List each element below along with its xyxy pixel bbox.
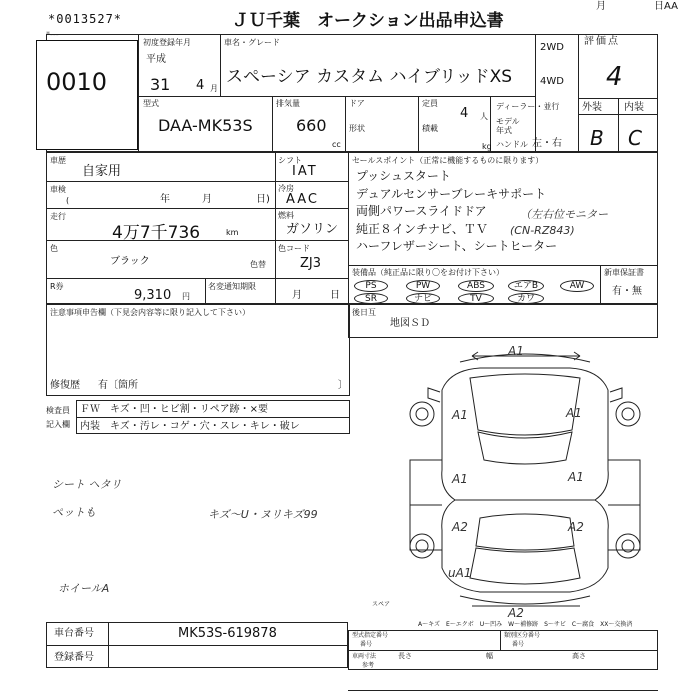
hand-note-wheel: ホイールA xyxy=(58,582,110,595)
sales-points-label: セールスポイント（正常に機能するものに限ります） xyxy=(352,156,544,165)
color-value: ブラック xyxy=(110,256,150,267)
name-change-month: 月 xyxy=(292,290,302,301)
interior-label: 内装 xyxy=(624,102,644,113)
mileage-unit: km xyxy=(226,228,239,237)
spare-label: スペア xyxy=(372,601,391,608)
exterior-label: 外装 xyxy=(582,102,602,113)
mileage-label: 走行 xyxy=(50,212,66,221)
size-label: 車両寸法 xyxy=(352,653,377,660)
color-change-label: 色替 xyxy=(250,260,266,269)
sales-point-4: 純正８インチナビ、ＴＶ xyxy=(356,221,488,236)
inspector-label-2: 記入欄 xyxy=(46,420,70,429)
history-value: 自家用 xyxy=(82,164,122,179)
hand-note-scratch: キズ〜U・ヌリキズ99 xyxy=(208,508,318,521)
load-label: 積載 xyxy=(422,124,438,133)
equip-navi: ナビ xyxy=(406,293,440,304)
name-change-label: 名変通知期限 xyxy=(208,282,256,291)
repair-value: 有〔箇所 xyxy=(98,380,138,391)
model-year-label: モデル年式 xyxy=(496,117,520,135)
damage-a2-bottom: A2 xyxy=(508,606,524,620)
size-height: 高さ xyxy=(572,652,586,660)
shape-label: 形状 xyxy=(349,124,365,133)
inspect-paren: ( xyxy=(66,196,70,205)
class-sub: 番号 xyxy=(512,641,525,648)
notes-label: 注意事項申告欄（下見会内容等に限り記入して下さい） xyxy=(50,308,250,317)
history-label: 車歴 xyxy=(50,156,66,165)
damage-a1-right-mid: A1 xyxy=(568,470,584,484)
date-day: 日AA xyxy=(654,1,678,12)
door-label: ドア xyxy=(349,99,365,108)
inspector-row1: ＦＷ キズ・凹・ヒビ割・リペア跡・×要 xyxy=(80,404,268,415)
notes-block xyxy=(46,304,350,396)
shift-value: IAT xyxy=(292,164,318,179)
damage-a1-left-front: A1 xyxy=(452,408,468,422)
size-width: 幅 xyxy=(486,652,493,660)
rear-label: 後日互 xyxy=(352,308,376,317)
shift-label: シフト xyxy=(278,156,302,165)
equipment-label: 装備品（純正品に限り〇をお付け下さい） xyxy=(352,268,504,277)
new-car-warranty-label: 新車保証書 xyxy=(604,268,644,277)
reg-era: 平成 xyxy=(146,54,166,65)
equip-ps: PS xyxy=(354,280,388,292)
damage-a2-right-rear: A2 xyxy=(568,520,584,534)
inspect-month: 月 xyxy=(202,194,212,205)
inspect-label: 車検 xyxy=(50,185,66,194)
sales-point-5: ハーフレザーシート、シートヒーター xyxy=(356,239,558,253)
equip-pw: PW xyxy=(406,280,440,292)
grade-value: 4 xyxy=(606,62,623,92)
drive-2wd: 2WD xyxy=(540,42,564,53)
drive-4wd: 4WD xyxy=(540,76,564,87)
inspect-year: 年 xyxy=(160,194,170,205)
sales-point-3: 両側パワースライドドア xyxy=(356,204,487,218)
repair-label: 修復歴 xyxy=(50,380,80,391)
lot-number: 0010 xyxy=(46,68,108,96)
inspector-label-1: 検査員 xyxy=(46,406,70,415)
ac-value: AAC xyxy=(286,192,319,207)
chassis-label: 車台番号 xyxy=(54,628,94,639)
capacity-unit: 人 xyxy=(480,112,488,121)
ac-label: 冷房 xyxy=(278,184,294,193)
type-designation-sub: 番号 xyxy=(360,641,373,648)
exterior-grade: B xyxy=(590,126,604,150)
fuel-value: ガソリン xyxy=(286,222,339,237)
chassis-number: MK53S-619878 xyxy=(178,626,277,641)
size-ref: 参考 xyxy=(362,662,375,669)
displacement: 660 xyxy=(296,116,327,135)
hand-note-pet: ペットも xyxy=(52,506,96,519)
sales-point-1: プッシュスタート xyxy=(356,169,451,183)
equip-abs: ABS xyxy=(458,280,494,292)
equip-airbag: エアB xyxy=(508,280,544,292)
model-code: DAA-MK53S xyxy=(158,116,253,135)
equip-sr: SR xyxy=(354,293,388,304)
color-code: ZJ3 xyxy=(300,256,322,271)
sales-point-hand-note-2: (CN-RZ843) xyxy=(510,224,575,237)
equip-tv: TV xyxy=(458,293,494,304)
damage-ua1: uA1 xyxy=(448,566,472,580)
inspect-day: 日) xyxy=(256,194,270,205)
form-title: ＪＵ千葉 オークション出品申込書 xyxy=(232,11,504,31)
name-change-day: 日 xyxy=(330,290,340,301)
handle-value: 左・右 xyxy=(532,138,562,149)
size-length: 長さ xyxy=(398,652,412,660)
damage-a2-left-rear: A2 xyxy=(452,520,468,534)
fuel-label: 燃料 xyxy=(278,211,294,220)
car-name: スペーシア カスタム ハイブリッドXS xyxy=(226,67,513,87)
hand-note-seat: シート ヘタリ xyxy=(52,478,122,491)
displacement-unit: cc xyxy=(332,140,341,149)
recycle-label: R券 xyxy=(50,282,64,291)
date-month: 月 xyxy=(596,1,606,12)
equip-leather: カワ xyxy=(508,293,544,304)
sales-point-2: デュアルセンサーブレーキサポート xyxy=(356,186,547,201)
damage-a1-right-front: A1 xyxy=(566,406,582,420)
handle-label: ハンドル xyxy=(496,140,528,149)
damage-a1-top: A1 xyxy=(508,344,524,358)
sales-point-hand-note-1: （左右位モニター xyxy=(520,208,608,221)
rear-value: 地図ＳＤ xyxy=(390,318,430,329)
color-code-label: 色コード xyxy=(278,244,310,253)
capacity: 4 xyxy=(460,106,469,121)
recycle-unit: 円 xyxy=(182,292,190,301)
reg-label: 初度登録年月 xyxy=(143,38,191,47)
recycle-value: 9,310 xyxy=(134,288,172,303)
plate-label: 登録番号 xyxy=(54,652,94,663)
grade-label: 評価点 xyxy=(584,36,620,47)
reg-month: 4 xyxy=(196,78,205,93)
damage-legend: A～キズ E～エクボ U～凹み W～補修跡 S～サビ C～腐食 XX～交換済 xyxy=(418,621,633,628)
interior-grade: C xyxy=(628,126,642,150)
reg-month-unit: 月 xyxy=(210,84,218,93)
capacity-label: 定員 xyxy=(422,99,438,108)
new-car-warranty-value: 有・無 xyxy=(612,286,642,297)
damage-a1-left-mid: A1 xyxy=(452,472,468,486)
mileage-value: 4万7千736 xyxy=(112,223,201,243)
car-condition-diagram xyxy=(400,340,650,610)
class-label: 類別区分番号 xyxy=(504,632,541,639)
inspector-row2: 内装 キズ・汚レ・コゲ・穴・スレ・キレ・破レ xyxy=(80,421,300,432)
top-small-text: *--- xyxy=(46,30,59,39)
displacement-label: 排気量 xyxy=(276,99,300,108)
model-label: 型式 xyxy=(143,99,159,108)
equip-aw: AW xyxy=(560,280,594,292)
type-designation-label: 型式指定番号 xyxy=(352,632,389,639)
color-label: 色 xyxy=(50,244,58,253)
car-name-label: 車名・グレード xyxy=(224,38,280,47)
reg-year: 31 xyxy=(150,75,171,94)
dealer-label: ディーラー・並行 xyxy=(496,102,560,111)
repair-close: 〕 xyxy=(338,380,348,391)
load-unit: kg xyxy=(482,142,492,151)
barcode-text: *0013527* xyxy=(48,12,123,26)
